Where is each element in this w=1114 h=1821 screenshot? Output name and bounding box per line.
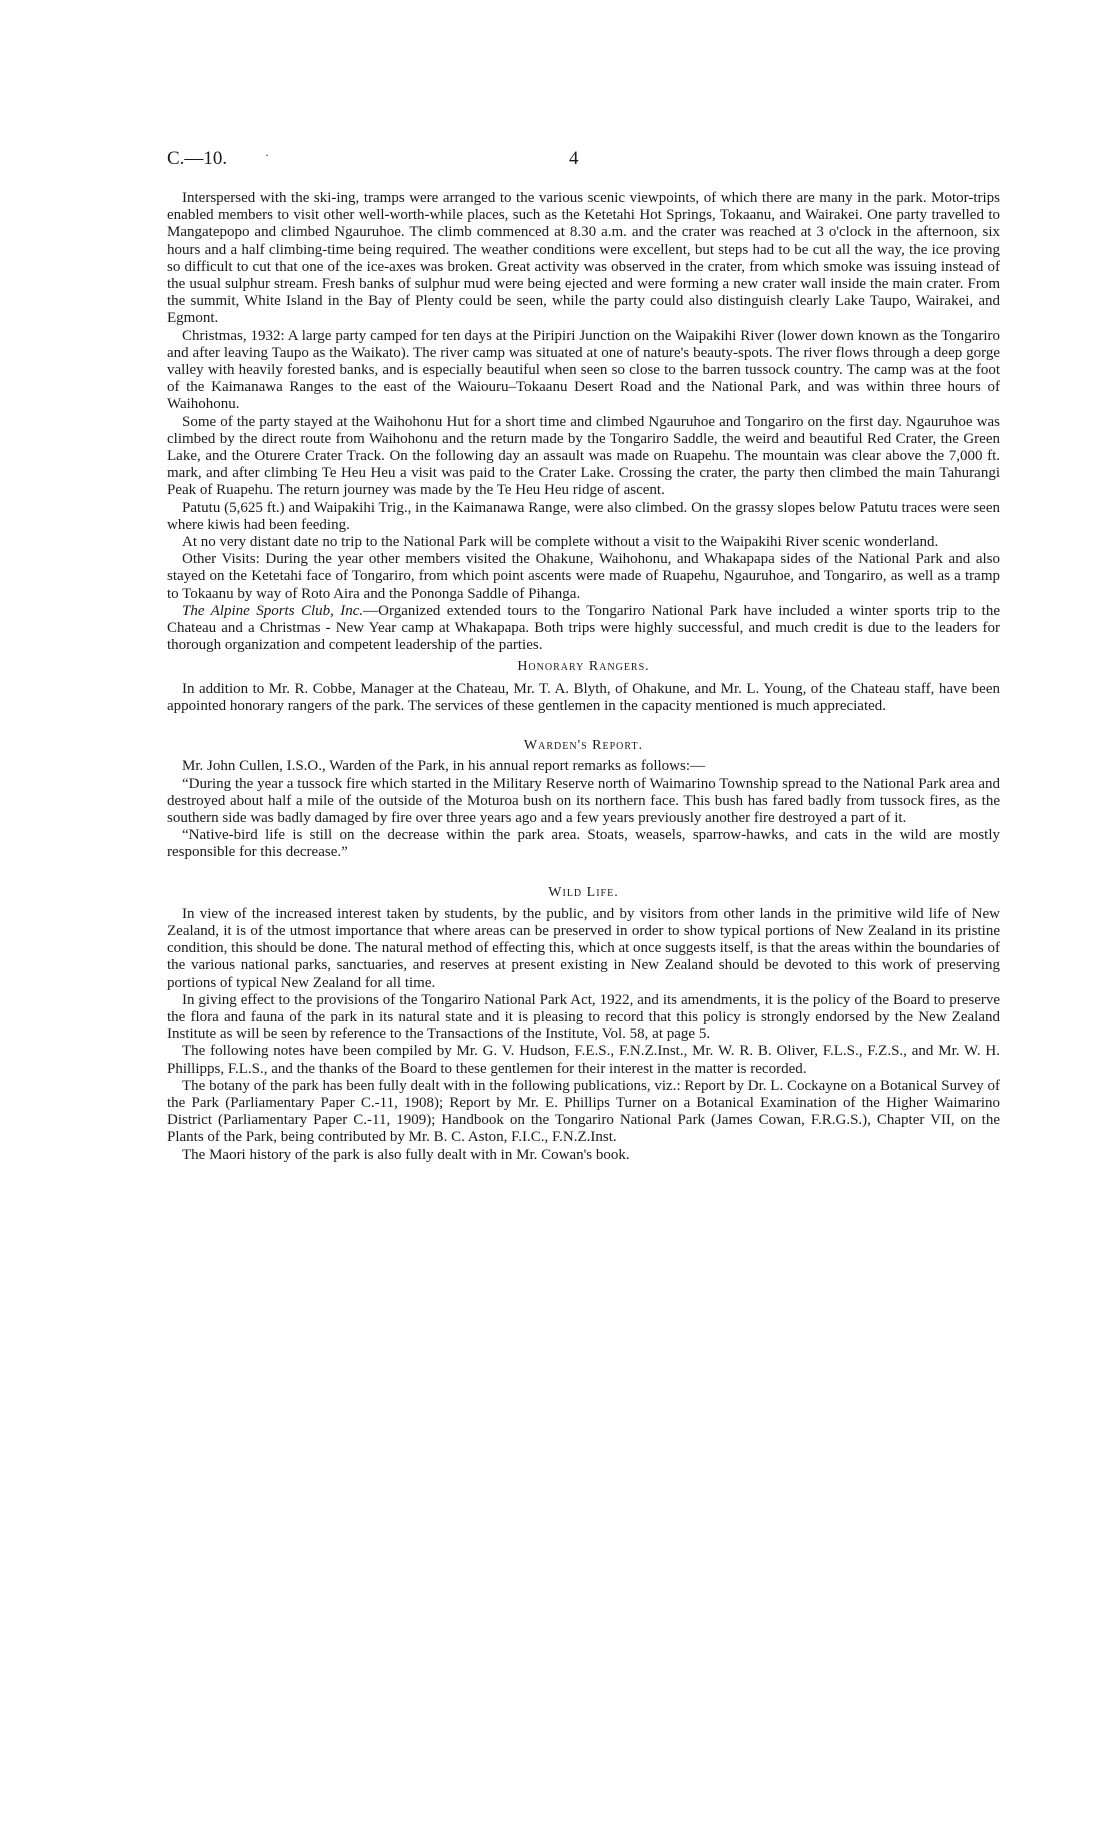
document-body	[167, 190, 1000, 1164]
heading-wild-life: Wild Life.	[548, 884, 619, 900]
paragraph-patutu: Patutu (5,625 ft.) and Waipakihi Trig., in the Kaimanawa Range, were also climbed. On the grassy slopes below Patutu traces were seen where kiwis had been feeding.	[167, 499, 1000, 533]
paragraph-christmas-1932: Christmas, 1932: A large party camped for ten days at the Piripiri Junction on the Waipakihi River (lower down known as the Tongariro and after leaving Taupo as the Waikato). The river camp was situated at one of nature's beauty-spots. The river flows through a deep gorge valley with heavily forested banks, and is especially beautiful when seen so close to the barren tussock country. The camp was at the foot of the Kaimanawa Ranges to the east of the Waiouru–Tokaanu Desert Road and the National Park, and was within three hours of Waihohonu.	[167, 327, 1000, 413]
paragraph-botany: The botany of the park has been fully dealt with in the following publications, viz.: Report by Dr. L. Cockayne on a Botanical Survey of the Park (Parliamentary Paper C.-11, 1908); Report by Mr. E. Phillips Turner on a Botanical Examination of the Higher Waimarino District (Parliamentary Paper C.-11, 1909); Handbook on the Tongariro National Park (James Cowan, F.R.G.S.), Chapter VII, on the Plants of the Park, being contributed by Mr. B. C. Aston, F.I.C., F.N.Z.Inst.	[167, 1077, 1000, 1146]
paragraph-rangers: In addition to Mr. R. Cobbe, Manager at the Chateau, Mr. T. A. Blyth, of Ohakune, and Mr. L. Young, of the Chateau staff, have been appointed honorary rangers of the park. The services of these gentlemen in the capacity mentioned is much appreciated.	[167, 680, 1000, 714]
paragraph-ski-tramps: Interspersed with the ski-ing, tramps were arranged to the various scenic viewpoints, of which there are many in the park. Motor-trips enabled members to visit other well-worth-while places, such as the Ketetahi Hot Springs, Tokaanu, and Wairakei. One party travelled to Mangatepopo and climbed Ngauruhoe. The climb commenced at 8.30 a.m. and the crater was reached at 3 o'clock in the afternoon, six hours and a half climbing-time being required. The weather conditions were excellent, but steps had to be cut all the way, the ice proving so difficult to cut that one of the ice-axes was broken. Great activity was observed in the crater, from which smoke was issuing instead of the usual sulphur stream. Fresh banks of sulphur mud were being ejected and were forming a new crater wall inside the main crater. From the summit, White Island in the Bay of Plenty could be seen, while the party could also distinguish clearly Lake Taupo, Wairakei, and Egmont.	[167, 190, 1000, 327]
header-mark: ·	[265, 148, 269, 162]
paragraph-native-birds: “Native-bird life is still on the decrease within the park area. Stoats, weasels, sparrow-hawks, and cats in the wild are mostly responsible for this decrease.”	[167, 827, 1000, 861]
paragraph-waihohonu: Some of the party stayed at the Waihohonu Hut for a short time and climbed Ngauruhoe and Tongariro on the first day. Ngauruhoe was climbed by the direct route from Waihohonu and the return made by the Tongariro Saddle, the weird and beautiful Red Crater, the Green Lake, and the Oturere Crater Track. On the following day an assault was made on Ruapehu. The mountain was clear above the 7,000 ft. mark, and after climbing Te Heu Heu a visit was paid to the Crater Lake. Crossing the crater, the party then climbed the main Tahurangi Peak of Ruapehu. The return journey was made by the Te Heu Heu ridge of ascent.	[167, 413, 1000, 499]
club-name: The Alpine Sports Club, Inc.	[182, 602, 364, 619]
club-text: —Organized extended tours to the Tongariro National Park have included a winter sports trip to the Chateau and a Christmas - New Year camp at Whakapapa. Both trips were highly successful, and much credit is due to the leaders for thorough organization and competent leadership of the parties.	[167, 602, 1000, 654]
paragraph-alpine-sports-club	[167, 603, 1000, 655]
document-code: C.—10.	[167, 148, 228, 169]
paragraph-tussock-fire: “During the year a tussock fire which started in the Military Reserve north of Waimarino Township spread to the National Park area and destroyed about half a mile of the outside of the Moturoa bush on its northern face. This bush has fared badly from tussock fires, as the southern side was badly damaged by fire over three years ago and a few years previously another fire destroyed a part of it.	[167, 775, 1000, 826]
paragraph-waipakihi: At no very distant date no trip to the National Park will be complete without a visit to the Waipakihi River scenic wonderland.	[182, 534, 939, 551]
heading-honorary-rangers: Honorary Rangers.	[517, 659, 650, 675]
page-number: 4	[569, 148, 579, 169]
paragraph-maori-history: The Maori history of the park is also fully dealt with in Mr. Cowan's book.	[182, 1146, 630, 1163]
page-header	[167, 148, 997, 172]
paragraph-notes-compiled: The following notes have been compiled by Mr. G. V. Hudson, F.E.S., F.N.Z.Inst., Mr. W. R. B. Oliver, F.L.S., F.Z.S., and Mr. W. H. Phillipps, F.L.S., and the thanks of the Board to these gentlemen for their interest in the matter is recorded.	[167, 1043, 1000, 1077]
paragraph-other-visits: Other Visits: During the year other members visited the Ohakune, Waihohonu, and Whakapapa sides of the National Park and also stayed on the Ketetahi face of Tongariro, from which point ascents were made of Ruapehu, Ngauruhoe, and Tongariro, as well as a tramp to Tokaanu by way of Roto Aira and the Pononga Saddle of Pihanga.	[167, 551, 1000, 602]
paragraph-park-act: In giving effect to the provisions of the Tongariro National Park Act, 1922, and its amendments, it is the policy of the Board to preserve the flora and fauna of the park in its natural state and it is pleasing to record that this policy is strongly endorsed by the New Zealand Institute as will be seen by reference to the Transactions of the Institute, Vol. 58, at page 5.	[167, 991, 1000, 1043]
heading-wardens-report: Warden's Report.	[523, 738, 644, 754]
paragraph-wild-life-interest: In view of the increased interest taken by students, by the public, and by visitors from other lands in the primitive wild life of New Zealand, it is of the utmost importance that where areas can be preserved in order to show typical portions of New Zealand in its pristine condition, this should be done. The natural method of effecting this, which at once suggests itself, is that the areas within the boundaries of the various national parks, sanctuaries, and reserves at present existing in New Zealand should be devoted to this work of preserving portions of typical New Zealand for all time.	[167, 905, 1001, 991]
paragraph-warden-intro: Mr. John Cullen, I.S.O., Warden of the Park, in his annual report remarks as follows:—	[182, 758, 706, 775]
